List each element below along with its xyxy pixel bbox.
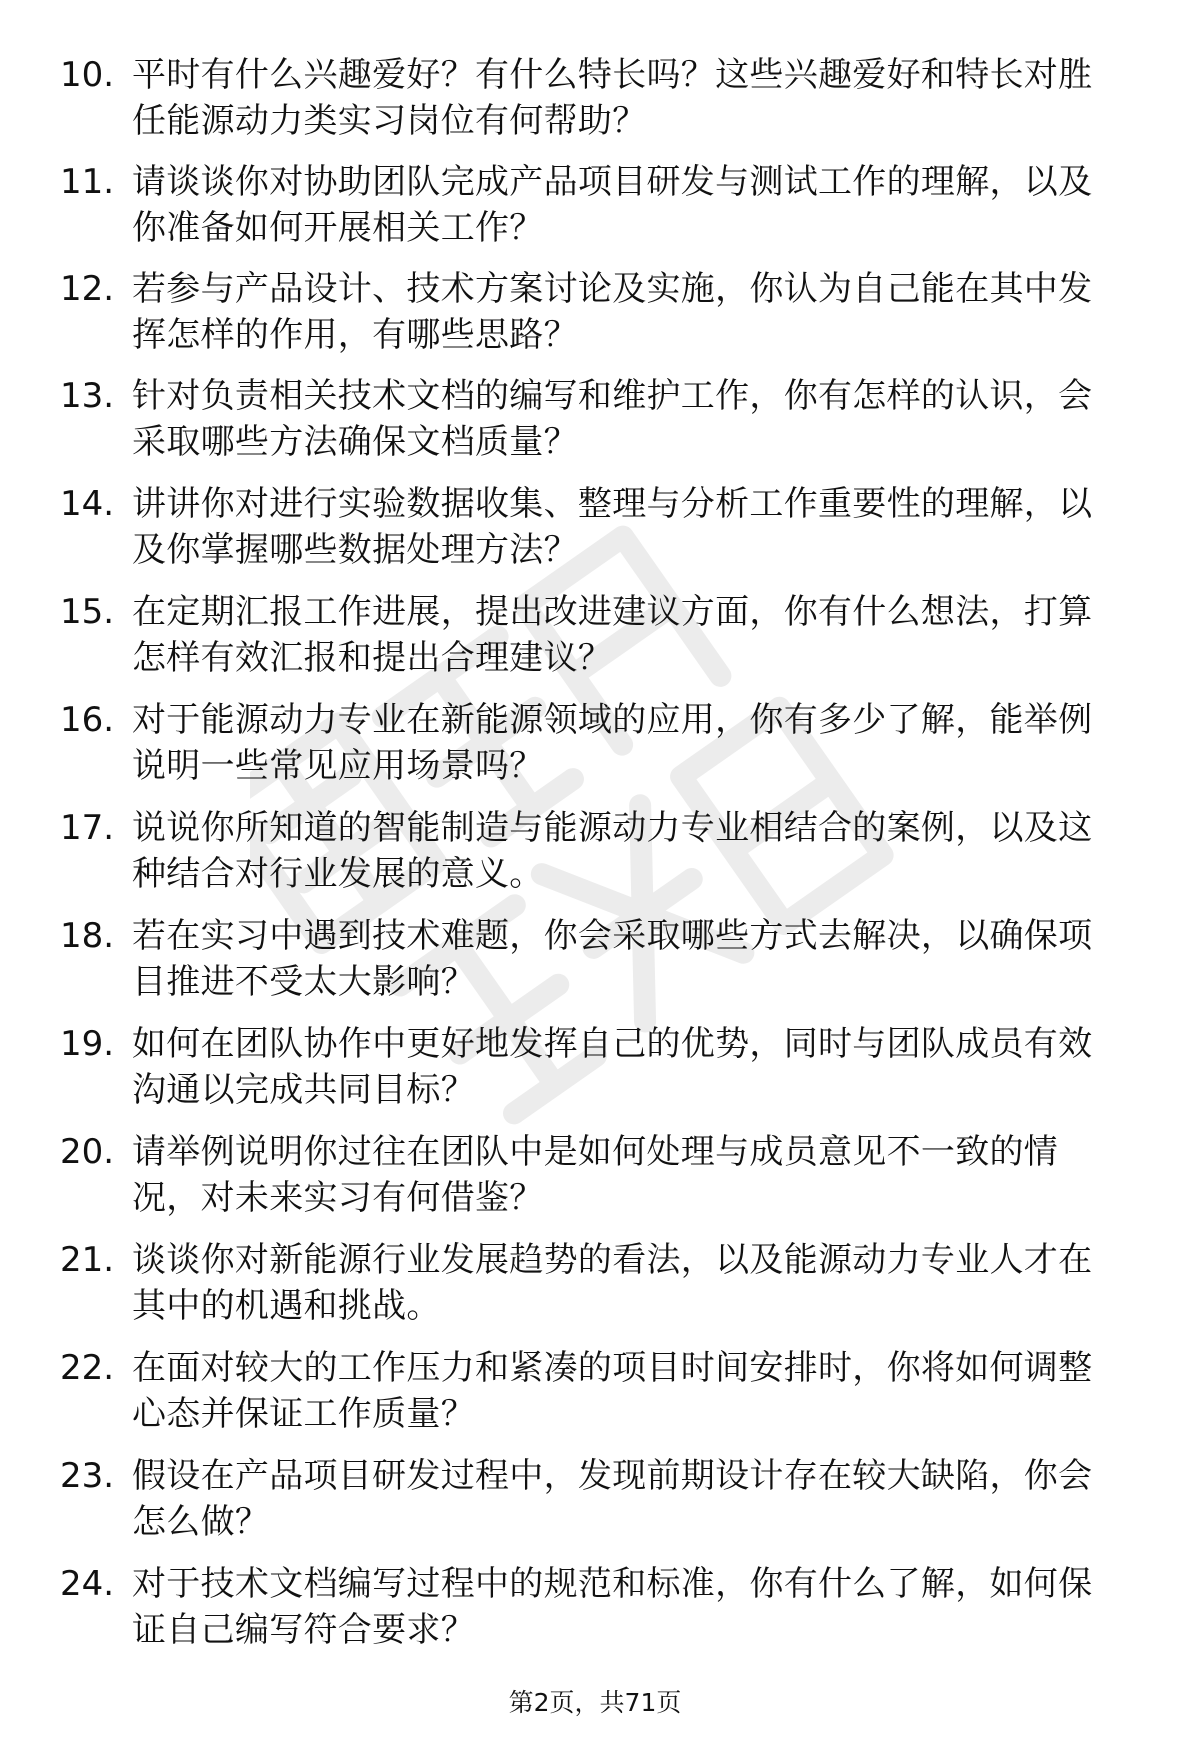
question-number: 17. xyxy=(60,808,115,848)
question-text-line: 说明一些常见应用场景吗？ xyxy=(132,746,544,786)
question-number: 13. xyxy=(60,376,115,416)
question-text-line: 及你掌握哪些数据处理方法？ xyxy=(132,530,578,570)
question-text-line: 在面对较大的工作压力和紧凑的项目时间安排时，你将如何调整 xyxy=(132,1348,1093,1388)
question-text-line: 对于技术文档编写过程中的规范和标准，你有什么了解，如何保 xyxy=(132,1564,1093,1604)
question-number: 14. xyxy=(60,484,115,524)
question-text-line: 在定期汇报工作进展，提出改进建议方面，你有什么想法，打算 xyxy=(132,592,1093,632)
question-text-line: 况，对未来实习有何借鉴？ xyxy=(132,1178,544,1218)
question-text-line: 种结合对行业发展的意义。 xyxy=(132,854,544,894)
question-number: 18. xyxy=(60,916,115,956)
question-number: 11. xyxy=(60,162,115,202)
question-item xyxy=(0,697,1190,797)
question-number: 12. xyxy=(60,269,115,309)
question-item xyxy=(0,266,1190,366)
question-item xyxy=(0,159,1190,259)
question-text-line: 如何在团队协作中更好地发挥自己的优势，同时与团队成员有效 xyxy=(132,1024,1093,1064)
question-item xyxy=(0,1021,1190,1121)
question-text-line: 挥怎样的作用，有哪些思路？ xyxy=(132,315,578,355)
question-item xyxy=(0,805,1190,905)
question-text-line: 沟通以完成共同目标？ xyxy=(132,1070,475,1110)
question-text-line: 证自己编写符合要求？ xyxy=(132,1610,475,1650)
question-number: 16. xyxy=(60,700,115,740)
question-text-line: 请举例说明你过往在团队中是如何处理与成员意见不一致的情 xyxy=(132,1132,1059,1172)
question-text-line: 目推进不受太大影响？ xyxy=(132,962,475,1002)
question-number: 15. xyxy=(60,592,115,632)
question-number: 24. xyxy=(60,1564,115,1604)
question-text-line: 怎样有效汇报和提出合理建议？ xyxy=(132,638,613,678)
question-text-line: 请谈谈你对协助团队完成产品项目研发与测试工作的理解，以及 xyxy=(132,162,1093,202)
question-text-line: 你准备如何开展相关工作？ xyxy=(132,208,544,248)
question-number: 20. xyxy=(60,1132,115,1172)
question-text-line: 采取哪些方法确保文档质量？ xyxy=(132,422,578,462)
question-text-line: 说说你所知道的智能制造与能源动力专业相结合的案例，以及这 xyxy=(132,808,1093,848)
question-item xyxy=(0,1237,1190,1337)
question-text-line: 若参与产品设计、技术方案讨论及实施，你认为自己能在其中发 xyxy=(132,269,1093,309)
question-text-line: 针对负责相关技术文档的编写和维护工作，你有怎样的认识，会 xyxy=(132,376,1093,416)
question-item xyxy=(0,373,1190,473)
question-text-line: 若在实习中遇到技术难题，你会采取哪些方式去解决，以确保项 xyxy=(132,916,1093,956)
question-text-line: 谈谈你对新能源行业发展趋势的看法，以及能源动力专业人才在 xyxy=(132,1240,1093,1280)
question-item xyxy=(0,1561,1190,1661)
question-item xyxy=(0,481,1190,581)
question-text-line: 心态并保证工作质量？ xyxy=(132,1394,475,1434)
question-text-line: 对于能源动力专业在新能源领域的应用，你有多少了解，能举例 xyxy=(132,700,1093,740)
question-number: 23. xyxy=(60,1456,115,1496)
question-item xyxy=(0,1129,1190,1229)
question-number: 21. xyxy=(60,1240,115,1280)
question-item xyxy=(0,52,1190,152)
question-text-line: 讲讲你对进行实验数据收集、整理与分析工作重要性的理解，以 xyxy=(132,484,1093,524)
page-number-footer: 第2页，共71页 xyxy=(508,1688,682,1717)
question-text-line: 假设在产品项目研发过程中，发现前期设计存在较大缺陷，你会 xyxy=(132,1456,1093,1496)
question-number: 22. xyxy=(60,1348,115,1388)
question-item xyxy=(0,1345,1190,1445)
question-text-line: 怎么做？ xyxy=(132,1502,270,1542)
question-text-line: 其中的机遇和挑战。 xyxy=(132,1286,441,1326)
question-number: 19. xyxy=(60,1024,115,1064)
question-number: 10. xyxy=(60,55,115,95)
question-text-line: 任能源动力类实习岗位有何帮助？ xyxy=(132,101,647,141)
question-item xyxy=(0,913,1190,1013)
question-text-line: 平时有什么兴趣爱好？有什么特长吗？这些兴趣爱好和特长对胜 xyxy=(132,55,1093,95)
question-item xyxy=(0,589,1190,689)
question-item xyxy=(0,1453,1190,1553)
